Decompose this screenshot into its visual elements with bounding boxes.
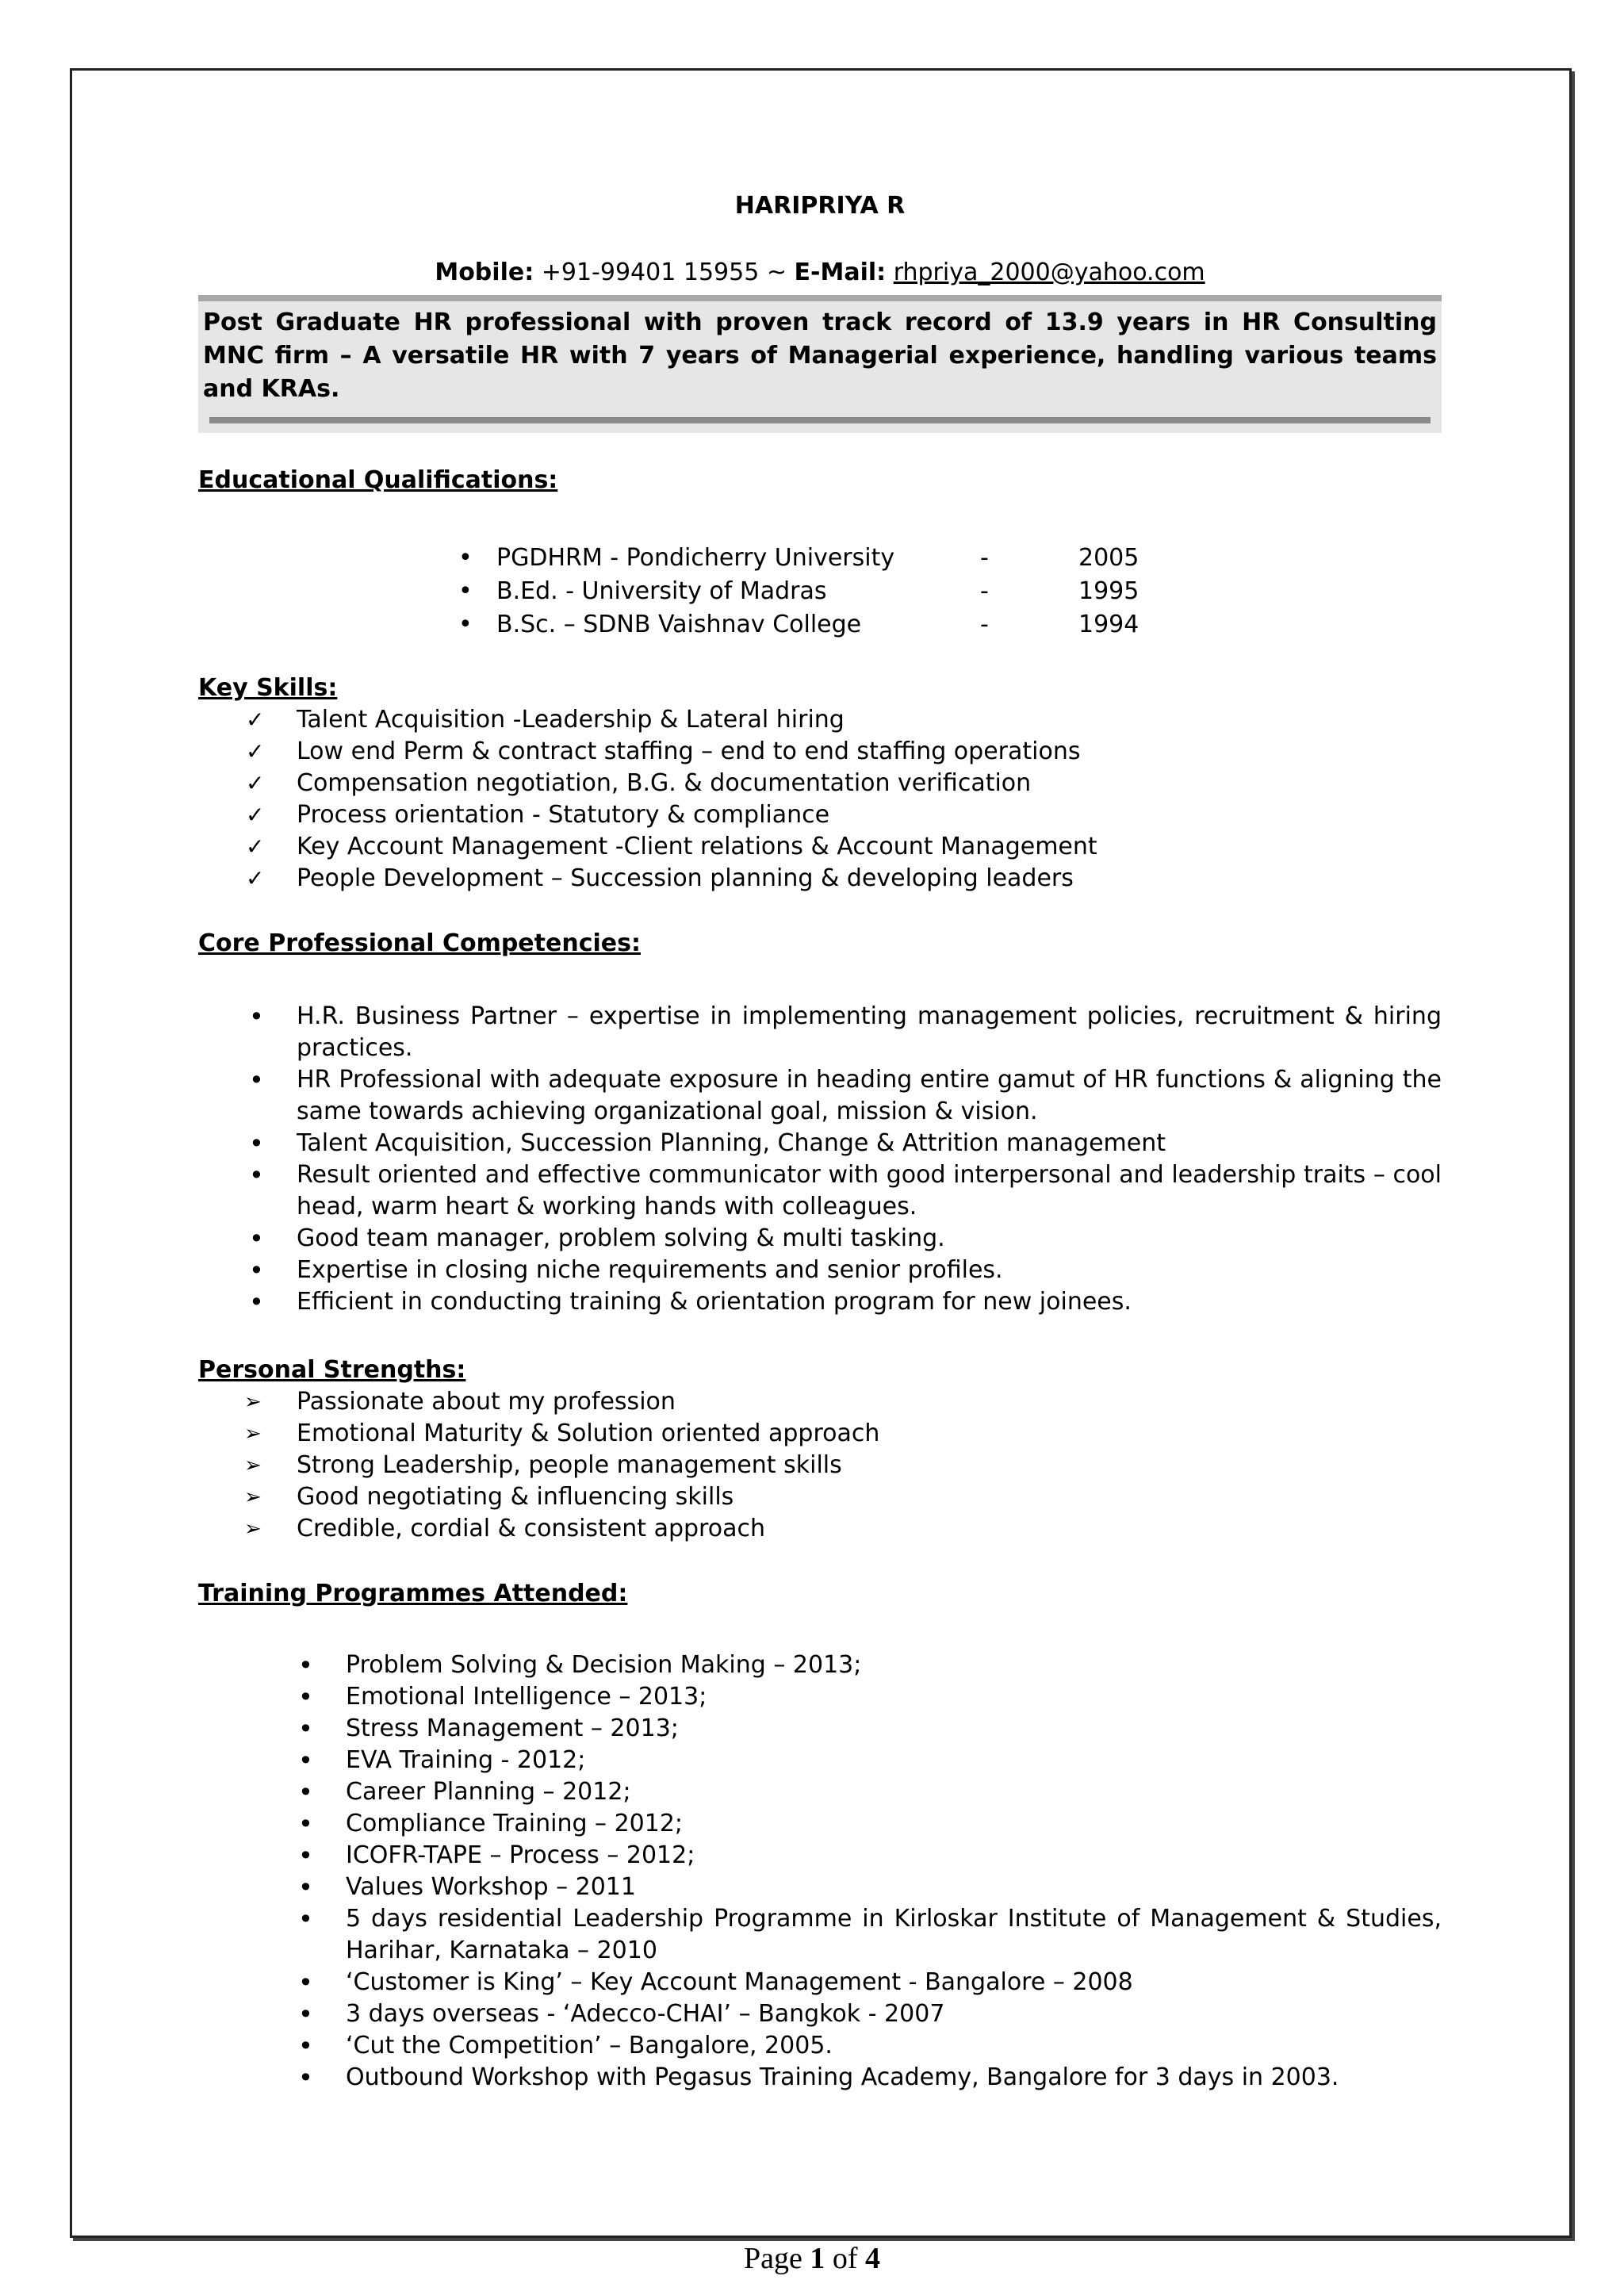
competency-item: • Talent Acquisition, Succession Planning, Change & Attrition management: [198, 1128, 1442, 1159]
summary-divider: [209, 417, 1431, 423]
education-item: • PGDHRM - Pondicherry University - 2005: [452, 542, 1442, 576]
competency-item: • Expertise in closing niche requirements and senior profiles.: [198, 1255, 1442, 1286]
skills-list: [198, 704, 1442, 895]
skill-item: ✓ People Development – Succession planning & developing leaders: [198, 863, 1442, 895]
candidate-name: HARIPRIYA R: [734, 192, 906, 220]
email-label: E-Mail:: [794, 259, 887, 286]
training-item: • Stress Management – 2013;: [198, 1713, 1442, 1745]
of-word: of: [832, 2242, 858, 2275]
education-item: • B.Ed. - University of Madras - 1995: [452, 576, 1442, 609]
mobile-number: +91-99401 15955: [541, 259, 760, 286]
training-item: • 3 days overseas - ‘Adecco-CHAI’ – Bangkok - 2007: [198, 1998, 1442, 2030]
page-word: Page: [743, 2242, 802, 2275]
training-list: [198, 1649, 1442, 2094]
training-item: • Problem Solving & Decision Making – 2013;: [198, 1649, 1442, 1681]
skills-heading: Key Skills:: [198, 674, 338, 702]
competency-item: • HR Professional with adequate exposure in heading entire gamut of HR functions & aligning the same towards achieving organizational goal, mission & vision.: [198, 1064, 1442, 1128]
strength-item: ➢ Emotional Maturity & Solution oriented approach: [198, 1418, 1442, 1450]
training-item: • Outbound Workshop with Pegasus Training Academy, Bangalore for 3 days in 2003.: [198, 2062, 1442, 2094]
strengths-heading: Personal Strengths:: [198, 1356, 466, 1384]
contact-line: [198, 257, 1442, 290]
email-link[interactable]: rhpriya_2000@yahoo.com: [893, 259, 1205, 286]
skill-item: ✓ Key Account Management -Client relations & Account Management: [198, 831, 1442, 863]
training-item: • ‘Cut the Competition’ – Bangalore, 2005.: [198, 2030, 1442, 2062]
strengths-list: [198, 1386, 1442, 1545]
skill-item: ✓ Low end Perm & contract staffing – end to end staffing operations: [198, 736, 1442, 768]
skill-item: ✓ Talent Acquisition -Leadership & Lateral hiring: [198, 704, 1442, 736]
skill-item: ✓ Compensation negotiation, B.G. & documentation verification: [198, 768, 1442, 799]
strength-item: ➢ Strong Leadership, people management skills: [198, 1450, 1442, 1481]
mobile-label: Mobile:: [435, 259, 534, 286]
education-heading: Educational Qualifications:: [198, 466, 558, 494]
training-heading: Training Programmes Attended:: [198, 1580, 628, 1607]
training-item: • Values Workshop – 2011: [198, 1872, 1442, 1903]
competency-item: • H.R. Business Partner – expertise in implementing management policies, recruitment & hiring practices.: [198, 1001, 1442, 1064]
summary-box: [198, 295, 1442, 433]
competency-item: • Efficient in conducting training & orientation program for new joinees.: [198, 1286, 1442, 1318]
summary-text: Post Graduate HR professional with proven track record of 13.9 years in HR Consulting MNC firm – A versatile HR with 7 years of Managerial experience, handling various teams and KRAs.: [203, 308, 1437, 403]
strength-item: ➢ Good negotiating & influencing skills: [198, 1481, 1442, 1513]
strength-item: ➢ Passionate about my profession: [198, 1386, 1442, 1418]
training-item: • Compliance Training – 2012;: [198, 1808, 1442, 1840]
training-item: • 5 days residential Leadership Programme in Kirloskar Institute of Management & Studies, Harihar, Karnataka – 2010: [198, 1903, 1442, 1967]
education-item: • B.Sc. – SDNB Vaishnav College - 1994: [452, 609, 1442, 642]
competency-item: • Good team manager, problem solving & multi tasking.: [198, 1223, 1442, 1255]
contact-separator: ~: [766, 259, 787, 286]
training-item: • ICOFR-TAPE – Process – 2012;: [198, 1840, 1442, 1872]
strength-item: ➢ Credible, cordial & consistent approach: [198, 1513, 1442, 1545]
page-footer: [0, 2241, 1624, 2276]
training-item: • Career Planning – 2012;: [198, 1776, 1442, 1808]
competency-item: • Result oriented and effective communicator with good interpersonal and leadership traits – cool head, warm heart & working hands with colleagues.: [198, 1159, 1442, 1223]
resume-content: [198, 190, 1442, 2094]
training-item: • ‘Customer is King’ – Key Account Management - Bangalore – 2008: [198, 1967, 1442, 1998]
skill-item: ✓ Process orientation - Statutory & compliance: [198, 799, 1442, 831]
competencies-heading: Core Professional Competencies:: [198, 929, 641, 957]
total-page-number: 4: [865, 2242, 881, 2275]
current-page-number: 1: [810, 2242, 825, 2275]
education-list: [452, 542, 1442, 642]
training-item: • EVA Training - 2012;: [198, 1745, 1442, 1776]
competencies-list: [198, 1001, 1442, 1318]
training-item: • Emotional Intelligence – 2013;: [198, 1681, 1442, 1713]
